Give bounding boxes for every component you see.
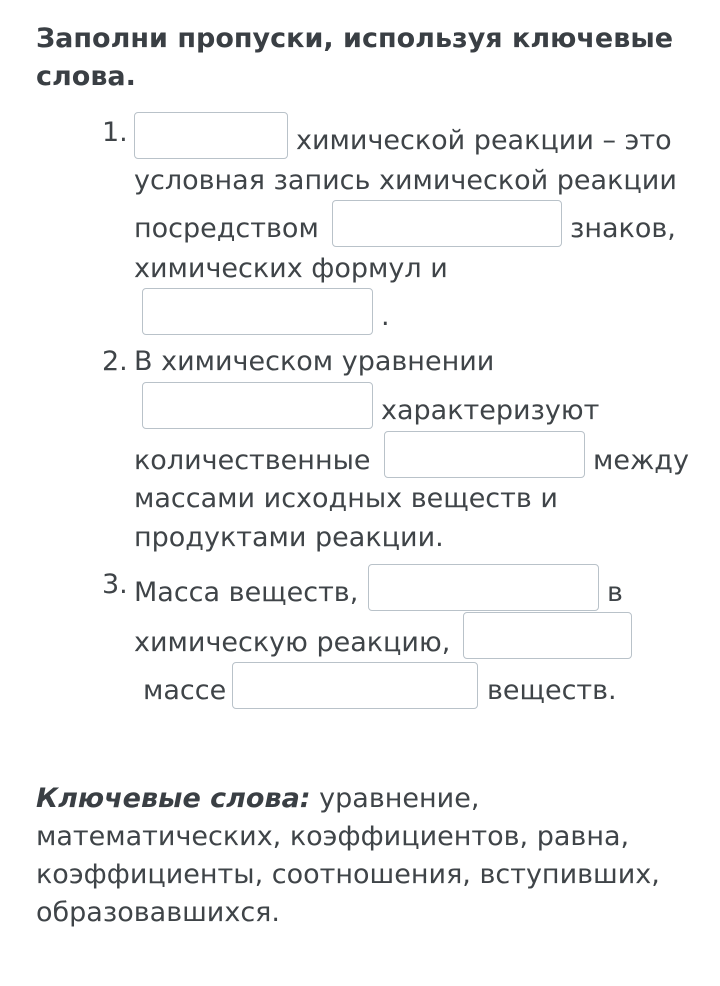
blank-1-2[interactable] (332, 200, 562, 247)
item-3-text-1: Масса веществ, (134, 577, 359, 608)
keywords-label: Ключевые слова: (36, 783, 311, 814)
item-1-text-4: знаков, (570, 213, 676, 244)
blank-3-3[interactable] (232, 662, 478, 709)
keywords-paragraph (36, 780, 696, 932)
item-2-text-1: В химическом уравнении (134, 346, 495, 377)
item-2-text-6: продуктами реакции. (134, 522, 444, 553)
item-3-text-5: веществ. (487, 675, 617, 706)
item-number-2: 2. (102, 346, 128, 377)
item-1-text-2: условная запись химической реакции (134, 165, 677, 196)
blank-2-1[interactable] (142, 382, 373, 429)
blank-1-3[interactable] (142, 288, 373, 335)
blank-1-1[interactable] (134, 112, 288, 159)
keywords-text: уравнение, математических, коэффициентов, равна, коэффициенты, соотношения, вступивших, образовавшихся. (36, 783, 660, 928)
blank-3-1[interactable] (368, 564, 599, 611)
item-2-text-3: количественные (134, 445, 371, 476)
item-2-text-2: характеризуют (381, 395, 600, 426)
item-3-text-3: химическую реакцию, (134, 627, 451, 658)
item-3-text-2: в (607, 577, 623, 608)
item-3-text-4: массе (143, 675, 227, 706)
item-1-text-1: химической реакции – это (296, 125, 672, 156)
item-1-text-5: химических формул и (134, 253, 448, 284)
item-number-3: 3. (102, 569, 128, 600)
item-2-text-4: между (593, 445, 689, 476)
item-1-period: . (381, 301, 390, 332)
item-1-text-3: посредством (134, 213, 319, 244)
item-number-1: 1. (102, 117, 128, 148)
item-2-text-5: массами исходных веществ и (134, 483, 558, 514)
blank-3-2[interactable] (463, 612, 632, 659)
blank-2-2[interactable] (384, 431, 585, 478)
task-title: Заполни пропуски, используя ключевые слова. (36, 23, 674, 92)
